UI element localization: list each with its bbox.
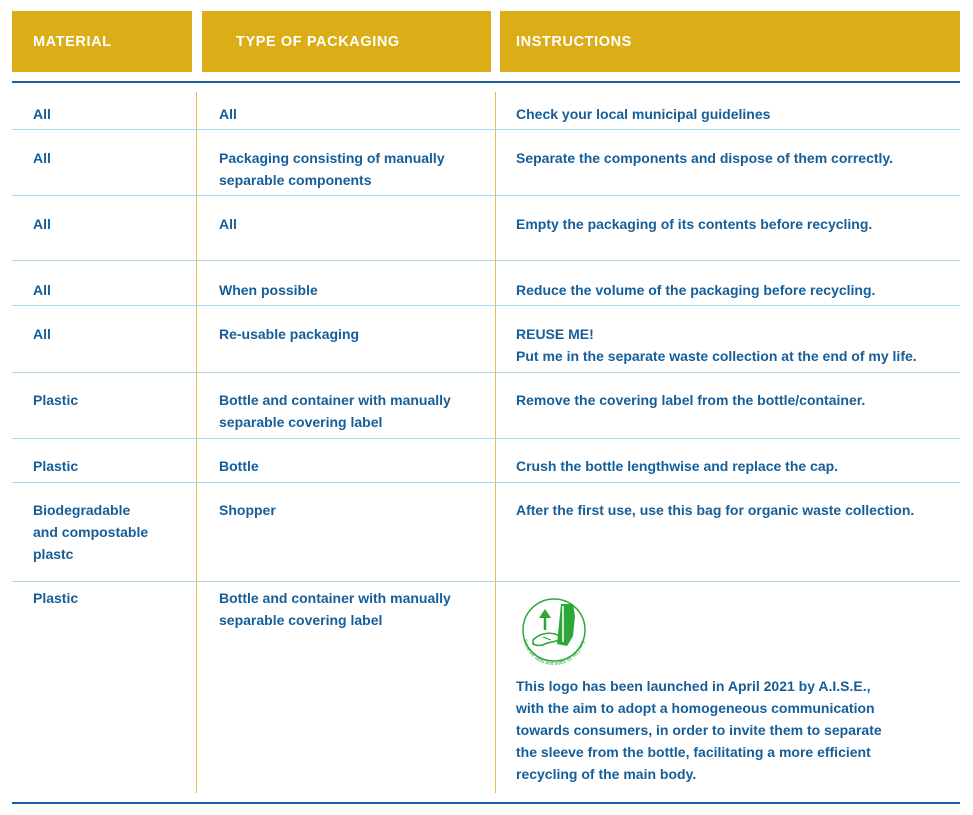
table-row-6-instructions xyxy=(516,389,956,411)
cell-text: All xyxy=(33,106,51,122)
table-row-2-packaging xyxy=(219,147,489,191)
cell-text: plastc xyxy=(33,546,74,562)
cell-text: Separate the components and dispose of them correctly. xyxy=(516,150,894,166)
header-material-label: MATERIAL xyxy=(33,33,112,50)
table-row-2-material xyxy=(33,147,188,169)
cell-text: separable covering label xyxy=(219,414,383,430)
table-row-7-material xyxy=(33,455,188,477)
cell-text: Crush the bottle lengthwise and replace the cap. xyxy=(516,458,839,474)
column-divider xyxy=(495,92,496,793)
table-top-rule xyxy=(12,81,960,83)
cell-text: REUSE ME! xyxy=(516,326,594,342)
table-row-2-instructions xyxy=(516,147,956,169)
table-row-3-material xyxy=(33,213,188,235)
cell-text: Remove the covering label from the bottle/container. xyxy=(516,392,866,408)
header-material xyxy=(12,11,192,72)
cell-text: After the first use, use this bag for organic waste collection. xyxy=(516,502,915,518)
cell-text: Shopper xyxy=(219,502,276,518)
table-row-8-material xyxy=(33,499,188,565)
cell-text: recycling of the main body. xyxy=(516,766,697,782)
table-row-3-packaging xyxy=(219,213,489,235)
row-divider xyxy=(12,129,960,130)
cell-text: All xyxy=(219,106,237,122)
row-divider xyxy=(12,581,960,582)
cell-text: the sleeve from the bottle, facilitating a more efficient xyxy=(516,744,871,760)
cell-text: This logo has been launched in April 2021 by A.I.S.E., xyxy=(516,678,871,694)
cell-text: Bottle and container with manually xyxy=(219,392,451,408)
table-row-4-instructions xyxy=(516,279,956,301)
cell-text: Put me in the separate waste collection at the end of my life. xyxy=(516,348,917,364)
table-row-7-packaging xyxy=(219,455,489,477)
row-divider xyxy=(12,438,960,439)
row-divider xyxy=(12,482,960,483)
cell-text: All xyxy=(33,282,51,298)
row-divider xyxy=(12,260,960,261)
table-row-3-instructions xyxy=(516,213,956,235)
cell-text: Re-usable packaging xyxy=(219,326,360,342)
table-row-9-instructions xyxy=(516,675,956,785)
table-row-8-packaging xyxy=(219,499,489,521)
cell-text: Biodegradable xyxy=(33,502,131,518)
svg-text:Separate label and bottle for xyxy=(522,639,587,667)
cell-text: separable components xyxy=(219,172,372,188)
cell-text: Packaging consisting of manually xyxy=(219,150,445,166)
separate-label-and-bottle-logo-icon xyxy=(517,594,591,668)
table-row-1-instructions xyxy=(516,103,956,125)
row-divider xyxy=(12,305,960,306)
logo-caption: Separate label and bottle for recycling xyxy=(521,638,587,668)
table-row-5-instructions xyxy=(516,323,956,367)
table-row-1-material xyxy=(33,103,188,125)
table-row-9-packaging xyxy=(219,587,489,631)
table-row-4-packaging xyxy=(219,279,489,301)
cell-text: All xyxy=(33,216,51,232)
table-row-5-material xyxy=(33,323,188,345)
table-row-6-material xyxy=(33,389,188,411)
cell-text: Plastic xyxy=(33,590,79,606)
cell-text: All xyxy=(33,150,51,166)
cell-text: Check your local municipal guidelines xyxy=(516,106,771,122)
table-row-6-packaging xyxy=(219,389,489,433)
cell-text: Bottle xyxy=(219,458,259,474)
row-divider xyxy=(12,195,960,196)
cell-text: towards consumers, in order to invite them to separate xyxy=(516,722,882,738)
column-divider xyxy=(196,92,197,793)
cell-text: Bottle and container with manually xyxy=(219,590,451,606)
cell-text: All xyxy=(33,326,51,342)
table-row-1-packaging xyxy=(219,103,489,125)
table-row-7-instructions xyxy=(516,455,956,477)
cell-text: Empty the packaging of its contents before recycling. xyxy=(516,216,873,232)
table-row-9-material xyxy=(33,587,188,609)
header-packaging-label: TYPE OF PACKAGING xyxy=(236,33,400,50)
header-type-of-packaging xyxy=(202,11,491,72)
cell-text: and compostable xyxy=(33,524,149,540)
cell-text: Plastic xyxy=(33,458,79,474)
header-instructions xyxy=(500,11,960,72)
table-row-5-packaging xyxy=(219,323,489,345)
cell-text: Plastic xyxy=(33,392,79,408)
cell-text: When possible xyxy=(219,282,318,298)
cell-text: All xyxy=(219,216,237,232)
header-instructions-label: INSTRUCTIONS xyxy=(516,33,632,50)
cell-text: Reduce the volume of the packaging before recycling. xyxy=(516,282,876,298)
cell-text: with the aim to adopt a homogeneous communication xyxy=(516,700,875,716)
row-divider xyxy=(12,372,960,373)
table-row-8-instructions xyxy=(516,499,956,521)
table-row-4-material xyxy=(33,279,188,301)
table-bottom-rule xyxy=(12,802,960,804)
cell-text: separable covering label xyxy=(219,612,383,628)
